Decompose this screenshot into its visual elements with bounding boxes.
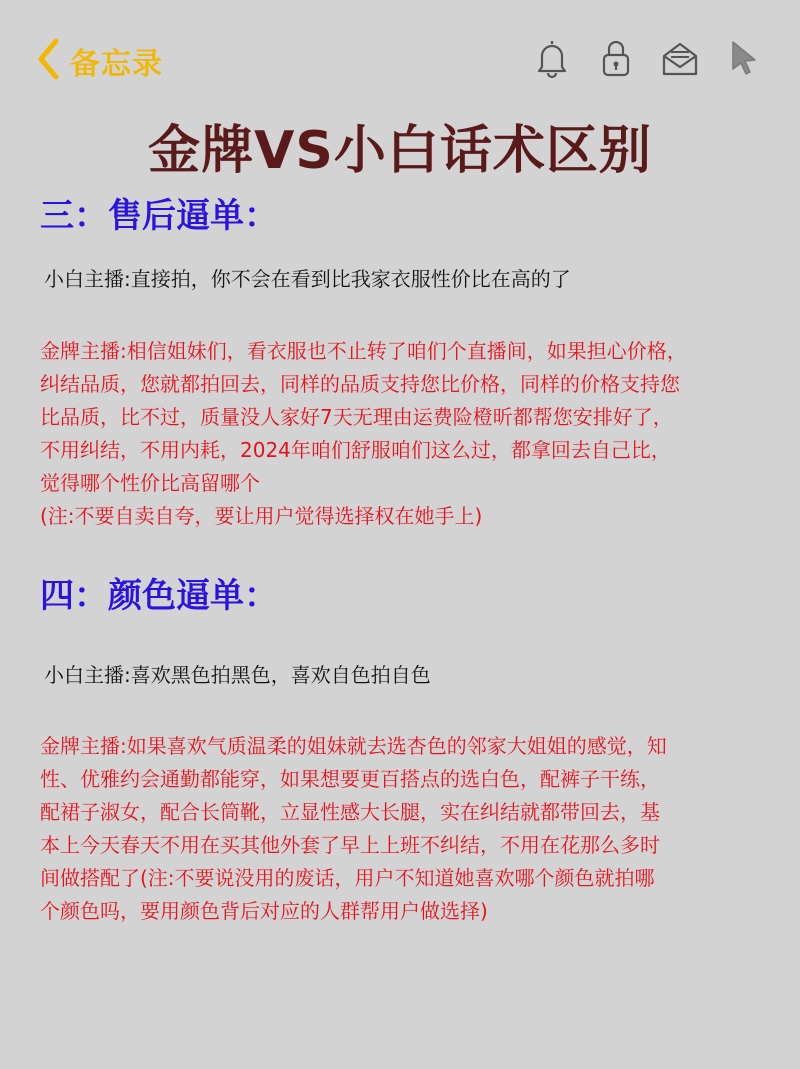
gold-script-color [40, 730, 780, 928]
gold-script-line: 性、优雅约会通勤都能穿，如果想要更百搭点的选白色，配裤子干练， [40, 767, 660, 791]
share-icon [661, 38, 699, 82]
section-heading-color: 四：颜色逼单： [40, 576, 278, 616]
bell-icon [534, 37, 570, 83]
gold-script-line: 纠结品质，您就都拍回去，同样的品质支持您比价格，同样的价格支持您 [40, 372, 680, 396]
rookie-script-color: 小白主播:喜欢黑色拍黑色，喜欢自色拍自色 [44, 663, 431, 687]
cursor-icon [728, 38, 760, 82]
gold-script-line: 配裙子淑女，配合长筒靴，立显性感大长腿，实在纠结就都带回去，基 [40, 800, 660, 824]
lock-button[interactable] [596, 38, 636, 82]
back-button[interactable] [36, 38, 163, 84]
top-bar [0, 0, 800, 120]
gold-script-note: (注:不要自卖自夸，要让用户觉得选择权在她手上) [40, 504, 483, 528]
back-label: 备忘录 [70, 47, 163, 82]
gold-script-line: 不用纠结，不用内耗，2024年咱们舒服咱们这么过，都拿回去自己比， [40, 438, 671, 462]
note-title: 金牌VS小白话术区别 [148, 121, 652, 181]
gold-script-line: 觉得哪个性价比高留哪个 [40, 471, 260, 495]
cursor-button[interactable] [724, 38, 764, 82]
share-button[interactable] [660, 38, 700, 82]
gold-script-line: 个颜色吗，要用颜色背后对应的人群帮用户做选择) [40, 899, 488, 923]
lock-icon [600, 37, 632, 83]
toolbar [532, 38, 764, 82]
gold-script-line: 本上今天春天不用在买其他外套了早上上班不纠结，不用在花那么多时 [40, 833, 660, 857]
gold-script-line: 金牌主播:相信姐妹们，看衣服也不止转了咱们个直播间，如果担心价格， [40, 339, 687, 363]
gold-script-line: 金牌主播:如果喜欢气质温柔的姐妹就去选杏色的邻家大姐姐的感觉，知 [40, 734, 667, 758]
chevron-left-icon [36, 38, 60, 84]
gold-script-line: 间做搭配了(注:不要说没用的废话，用户不知道她喜欢哪个颜色就拍哪 [40, 866, 655, 890]
section-heading-after-sales: 三：售后逼单： [40, 196, 278, 236]
bell-button[interactable] [532, 38, 572, 82]
rookie-script-after-sales: 小白主播:直接拍，你不会在看到比我家衣服性价比在高的了 [44, 267, 571, 291]
gold-script-after-sales [40, 335, 780, 533]
gold-script-line: 比品质，比不过，质量没人家好7天无理由运费险橙昕都帮您安排好了， [40, 405, 673, 429]
